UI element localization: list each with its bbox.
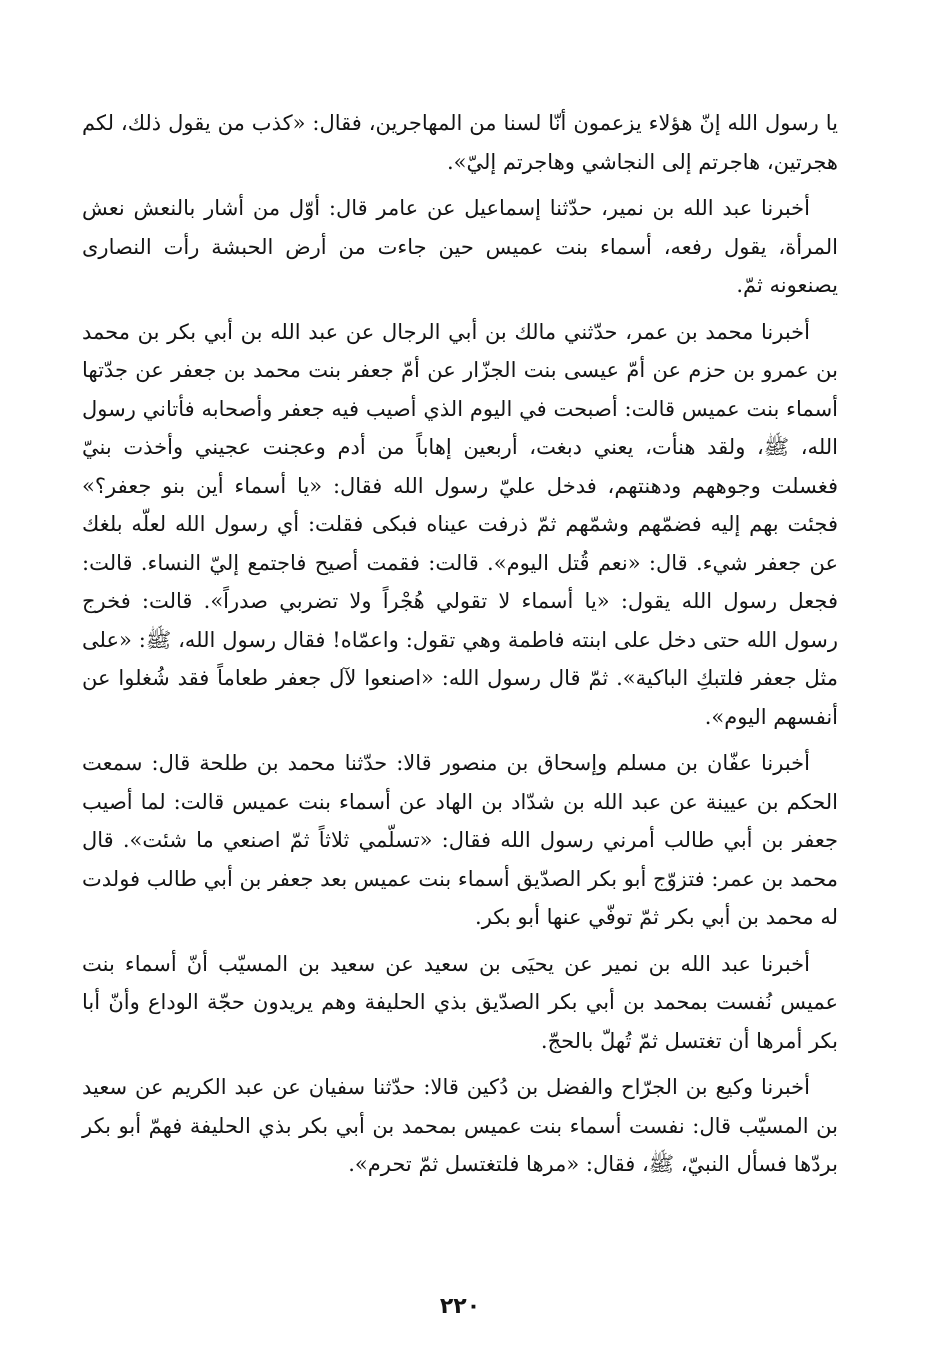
document-page [82,104,838,1344]
paragraph-3: أخبرنا محمد بن عمر، حدّثني مالك بن أبي الرجال عن عبد الله بن أبي بكر بن محمد بن عمرو بن حزم عن أمّ عيسى بنت الجزّار عن أمّ جعفر بنت محمد بن جعفر عن جدّتها أسماء بنت عميس قالت: أصبحت في اليوم الذي أصيب فيه جعفر وأصحابه فأتاني رسول الله، ﷺ، ولقد هنأت، يعني دبغت، أربعين إهاباً من أدم وعجنت عجيني وأخذت بنيّ فغسلت وجوههم ودهنتهم، فدخل عليّ رسول الله فقال: «يا أسماء أين بنو جعفر؟» فجئت بهم إليه فضمّهم وشمّهم ثمّ ذرفت عيناه فبكى فقلت: أي رسول الله لعلّه بلغك عن جعفر شيء. قال: «نعم قُتل اليوم». قالت: فقمت أصيح فاجتمع إليّ النساء. قالت: فجعل رسول الله يقول: «يا أسماء لا تقولي هُجْراً ولا تضربي صدراً». قالت: فخرج رسول الله حتى دخل على ابنته فاطمة وهي تقول: واعمّاه! فقال رسول الله، ﷺ: «على مثل جعفر فلتبكِ الباكية». ثمّ قال رسول الله: «اصنعوا لآل جعفر طعاماً فقد شُغلوا عن أنفسهم اليوم». [82,319,838,729]
paragraph-6: أخبرنا وكيع بن الجرّاح والفضل بن دُكين قالا: حدّثنا سفيان عن عبد الكريم عن سعيد بن المسيّب قال: نفست أسماء بنت عميس بمحمد بن أبي بكر بذي الحليفة فهمّ أبو بكر بردّها فسأل النبيّ، ﷺ، فقال: «مرها فلتغتسل ثمّ تحرم». [82,1075,838,1176]
paragraph-4: أخبرنا عفّان بن مسلم وإسحاق بن منصور قالا: حدّثنا محمد بن طلحة قال: سمعت الحكم بن عيينة عن عبد الله بن شدّاد بن الهاد عن أسماء بنت عميس قالت: لما أصيب جعفر بن أبي طالب أمرني رسول الله فقال: «تسلّمي ثلاثاً ثمّ اصنعي ما شئت». قال محمد بن عمر: فتزوّج أبو بكر الصدّيق أسماء بنت عميس بعد جعفر بن أبي طالب فولدت له محمد بن أبي بكر ثمّ توفّي عنها أبو بكر. [82,751,838,929]
paragraph-2: أخبرنا عبد الله بن نمير، حدّثنا إسماعيل عن عامر قال: أوّل من أشار بالنعش نعش المرأة، يقول رفعه، أسماء بنت عميس حين جاءت من أرض الحبشة رأت النصارى يصنعونه ثمّ. [82,196,838,297]
paragraph-5: أخبرنا عبد الله بن نمير عن يحيَى بن سعيد عن سعيد بن المسيّب أنّ أسماء بنت عميس نُفست بمحمد بن أبي بكر الصدّيق بذي الحليفة وهم يريدون حجّة الوداع وأنّ أبا بكر أمرها أن تغتسل ثمّ تُهلّ بالحجّ. [82,951,838,1053]
page-number: ٢٢٠ [439,1294,481,1319]
paragraph-1: يا رسول الله إنّ هؤلاء يزعمون أنّا لسنا من المهاجرين، فقال: «كذب من يقول ذلك، لكم هجرتين، هاجرتم إلى النجاشي وهاجرتم إليّ». [82,111,838,174]
